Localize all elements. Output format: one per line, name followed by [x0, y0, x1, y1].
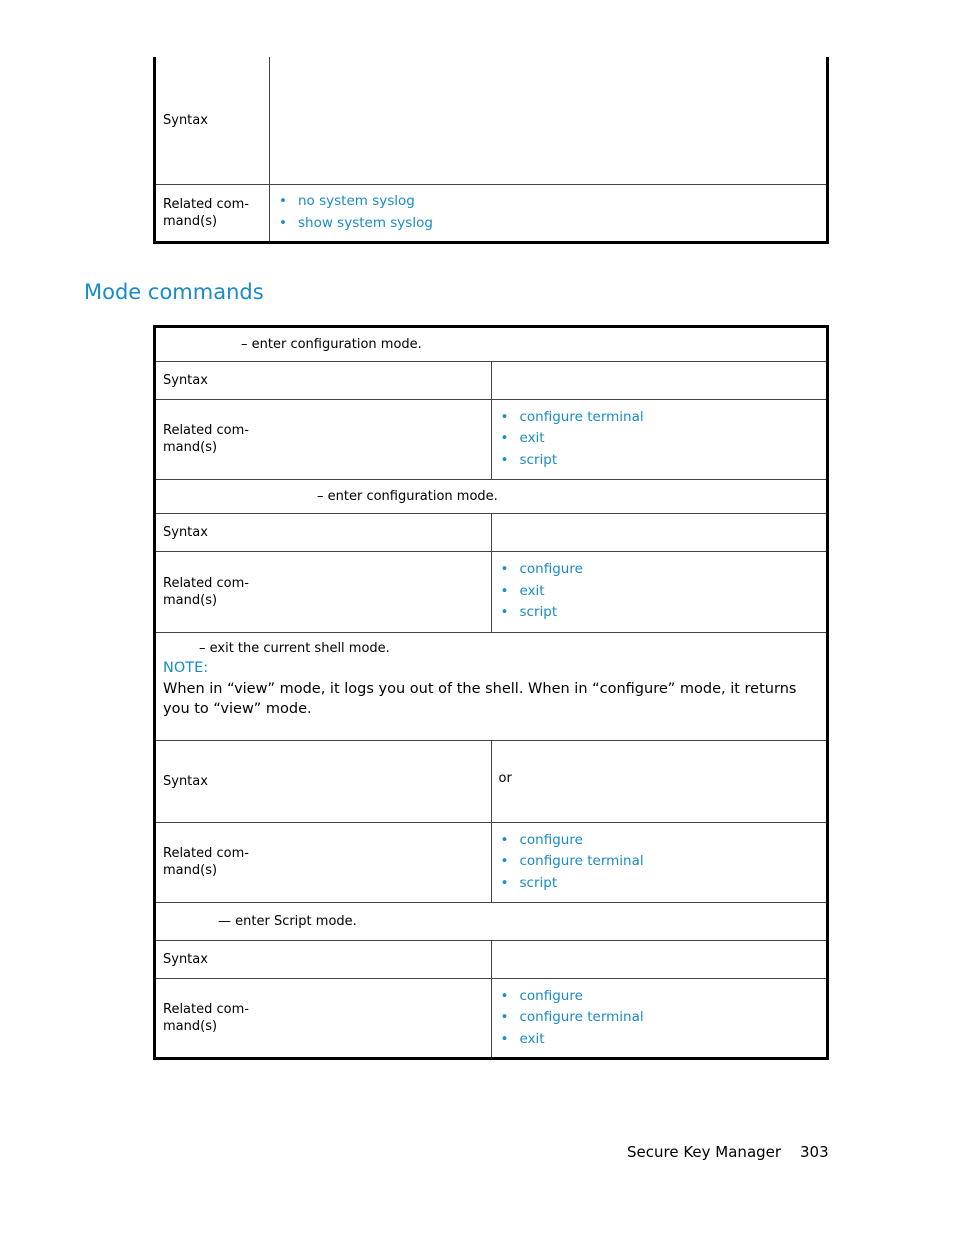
syntax-value [491, 361, 826, 399]
row-label: Related com- mand(s) [156, 399, 491, 479]
row-label: Related com- mand(s) [156, 978, 491, 1057]
syntax-value [270, 57, 827, 184]
command-description: — enter Script mode. [156, 902, 826, 940]
syntax-value [491, 940, 826, 978]
page-number: 303 [800, 1143, 829, 1161]
row-label: Syntax [156, 513, 491, 551]
note-label: NOTE: [163, 659, 209, 676]
row-label: Syntax [156, 361, 491, 399]
syntax-row [156, 740, 826, 822]
footer-title: Secure Key Manager [627, 1143, 782, 1161]
related-commands-list [499, 986, 820, 1051]
related-row [156, 822, 826, 902]
link-exit[interactable]: • exit [499, 1029, 820, 1051]
command-description-row [156, 902, 826, 940]
related-commands-list [277, 191, 819, 234]
row-label: Related com- mand(s) [156, 551, 491, 632]
command-description: – enter configuration mode. [241, 336, 422, 352]
mode-commands-table [153, 325, 829, 1060]
syntax-value [491, 513, 826, 551]
syntax-row [156, 513, 826, 551]
note-text: When in “view” mode, it logs you out of the shell. When in “configure” mode, it returns you to “view” mode. [163, 680, 797, 717]
command-description: – exit the current shell mode. [199, 640, 390, 656]
row-label: Syntax [156, 740, 491, 822]
command-description-row [156, 632, 826, 740]
link-configure[interactable]: • configure [499, 830, 820, 852]
link-exit[interactable]: • exit [499, 581, 820, 603]
link-exit[interactable]: • exit [499, 428, 820, 450]
link-no-system-syslog[interactable]: • no system syslog [277, 191, 819, 213]
syntax-value: or [491, 740, 826, 822]
link-script[interactable]: • script [499, 450, 820, 472]
link-configure-terminal[interactable]: • configure terminal [499, 407, 820, 429]
related-commands-list [499, 830, 820, 895]
row-label: Related com- mand(s) [156, 822, 491, 902]
link-configure[interactable]: • configure [499, 559, 820, 581]
syntax-row [156, 57, 826, 184]
syslog-table-continued [153, 57, 829, 244]
row-label: Syntax [156, 57, 270, 184]
row-label: Related com- mand(s) [156, 184, 270, 241]
link-show-system-syslog[interactable]: • show system syslog [277, 213, 819, 235]
link-configure[interactable]: • configure [499, 986, 820, 1008]
related-row [156, 184, 826, 241]
syntax-row [156, 940, 826, 978]
command-description-row [156, 328, 826, 361]
link-script[interactable]: • script [499, 602, 820, 624]
related-row [156, 978, 826, 1057]
related-row [156, 399, 826, 479]
section-heading: Mode commands [84, 280, 264, 304]
link-script[interactable]: • script [499, 873, 820, 895]
link-configure-terminal[interactable]: • configure terminal [499, 851, 820, 873]
related-commands-list [499, 407, 820, 472]
syntax-row [156, 361, 826, 399]
command-description: – enter configuration mode. [156, 479, 826, 513]
related-row [156, 551, 826, 632]
related-commands-list [499, 559, 820, 624]
link-configure-terminal[interactable]: • configure terminal [499, 1007, 820, 1029]
command-description-row [156, 479, 826, 513]
row-label: Syntax [156, 940, 491, 978]
